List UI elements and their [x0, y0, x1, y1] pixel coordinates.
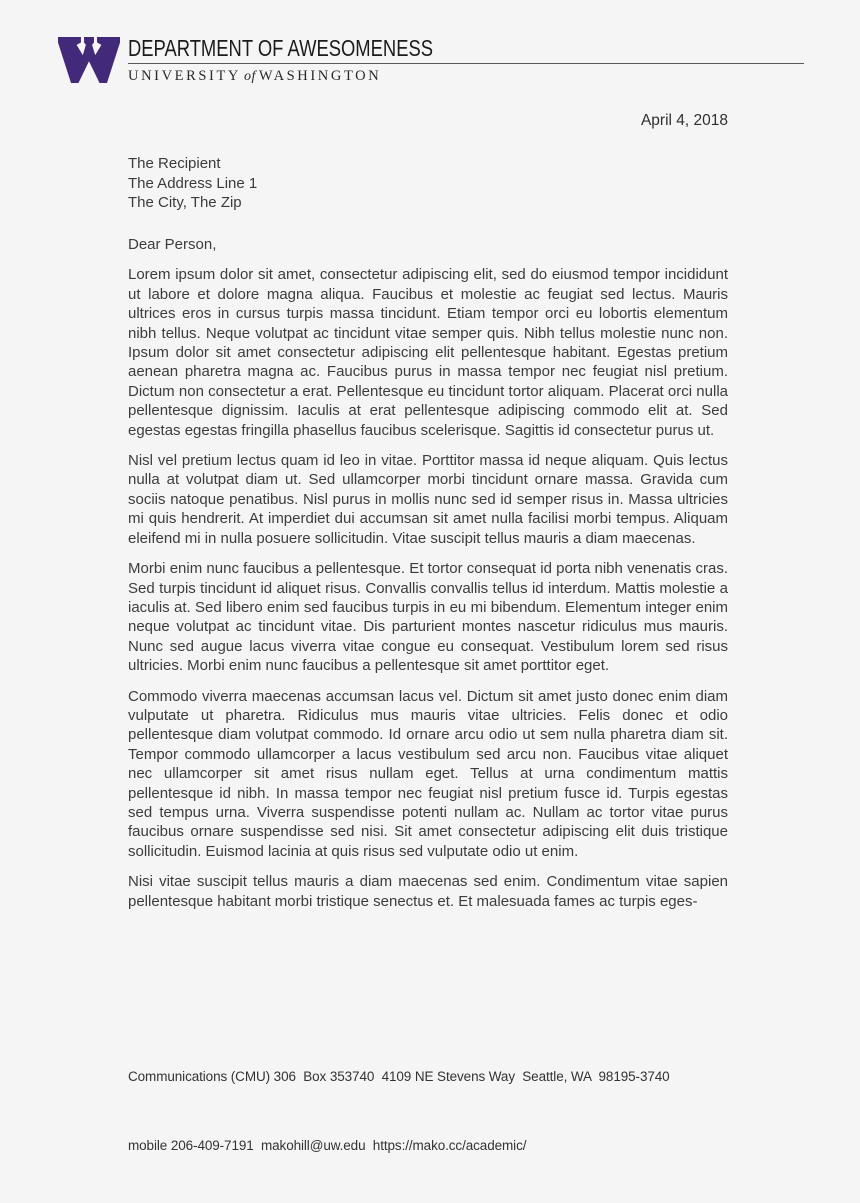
- recipient-name: The Recipient: [128, 155, 221, 172]
- university-of: of: [244, 69, 256, 84]
- footer-contact-line: mobile 206-409-7191 makohill@uw.edu https://mako.cc/academic/: [128, 1138, 527, 1153]
- block-w-icon: [58, 37, 120, 83]
- block-w-path: [58, 37, 120, 83]
- department-name: DEPARTMENT OF AWESOMENESS: [128, 35, 434, 61]
- body-paragraph-5: Nisi vitae suscipit tellus mauris a diam maecenas sed enim. Condimentum vitae sapien pellentesque habitant morbi tristique senectus et. Et malesuada fames ac turpis eges-: [128, 873, 728, 910]
- letterhead-text: [128, 36, 804, 85]
- university-word: UNIVERSITY: [128, 68, 241, 84]
- letterhead-rule: [128, 63, 804, 64]
- salutation: Dear Person,: [128, 236, 217, 253]
- washington-word: WASHINGTON: [258, 68, 382, 84]
- letter-date: April 4, 2018: [640, 112, 728, 129]
- letterhead: [58, 36, 804, 85]
- letter-body: [128, 235, 728, 922]
- body-paragraph-4: Commodo viverra maecenas accumsan lacus vel. Dictum sit amet justo donec enim diam vulputate ut pharetra. Ridiculus mus mauris vitae ultricies. Felis donec et odio pellentesque diam volutpat commodo. Id ornare arcu odio ut sem nulla pharetra diam sit. Tempor commodo ullamcorper a lacus vestibulum sed arcu non. Faucibus vitae aliquet nec ullamcorper sit amet risus nullam eget. Tellus at urna condimentum mattis pellentesque id nibh. In massa tempor nec feugiat nisl pretium fusce id. Turpis egestas sed tempus urna. Viverra suspendisse potenti nullam ac. Nullam ac tortor vitae purus faucibus ornare suspendisse sed nisi. Sit amet consectetur adipiscing elit duis tristique sollicitudin. Euismod lacinia at quis risus sed vulputate odio ut enim.: [128, 687, 728, 860]
- body-paragraph-3: Morbi enim nunc faucibus a pellentesque. Et tortor consequat id porta nibh venenatis cras. Sed turpis tincidunt id aliquet risus. Convallis convallis tellus id interdum. Mattis molestie a iaculis at. Sed libero enim sed faucibus turpis in eu mi bibendum. Elementum integer enim neque volutpat ac tincidunt vitae. Dis parturient montes nascetur ridiculus mus mauris. Nunc sed augue lacus viverra vitae congue eu consequat. Vestibulum lorem sed risus ultricies. Morbi enim nunc faucibus a pellentesque sit amet porttitor eget.: [128, 560, 728, 675]
- body-paragraph-1: Lorem ipsum dolor sit amet, consectetur adipiscing elit, sed do eiusmod tempor incididunt ut labore et dolore magna aliqua. Faucibus et molestie ac feugiat sed lectus. Mauris ultrices eros in cursus turpis massa tincidunt. Etiam tempor orci eu lobortis elementum nibh tellus. Neque volutpat ac tincidunt vitae semper quis. Nibh tellus molestie nunc non. Ipsum dolor sit amet consectetur adipiscing elit pellentesque habitant. Egestas pretium aenean pharetra magna ac. Faucibus purus in massa tempor nec feugiat nisl pretium. Dictum non consectetur a erat. Pellentesque eu tincidunt tortor aliquam. Placerat orci nulla pellentesque dignissim. Iaculis at erat pellentesque adipiscing commodo elit at. Sed egestas egestas fringilla phasellus faucibus scelerisque. Sagittis id consectetur purus ut.: [128, 266, 728, 439]
- recipient-address: [128, 154, 728, 213]
- recipient-address-line: The Address Line 1: [128, 174, 258, 192]
- footer-contact: [128, 1019, 768, 1203]
- university-wordmark: [128, 68, 804, 85]
- body-paragraph-2: Nisl vel pretium lectus quam id leo in vitae. Porttitor massa id neque aliquam. Quis lectus nulla at volutpat diam ut. Sed ullamcorper morbi tincidunt ornare massa. Gravida cum sociis natoque penatibus. Nisl purus in mollis nunc sed id semper risus in. Massa ultricies mi quis hendrerit. At imperdiet dui accumsan sit amet nulla facilisi morbi tempus. Aliquam eleifend mi in nulla posuere sollicitudin. Vitae suscipit tellus mauris a diam maecenas.: [128, 452, 728, 547]
- footer-address-line: Communications (CMU) 306 Box 353740 4109 NE Stevens Way Seattle, WA 98195-3740: [128, 1069, 670, 1084]
- uw-block-w-logo: [58, 37, 120, 83]
- recipient-city-zip: The City, The Zip: [128, 194, 242, 211]
